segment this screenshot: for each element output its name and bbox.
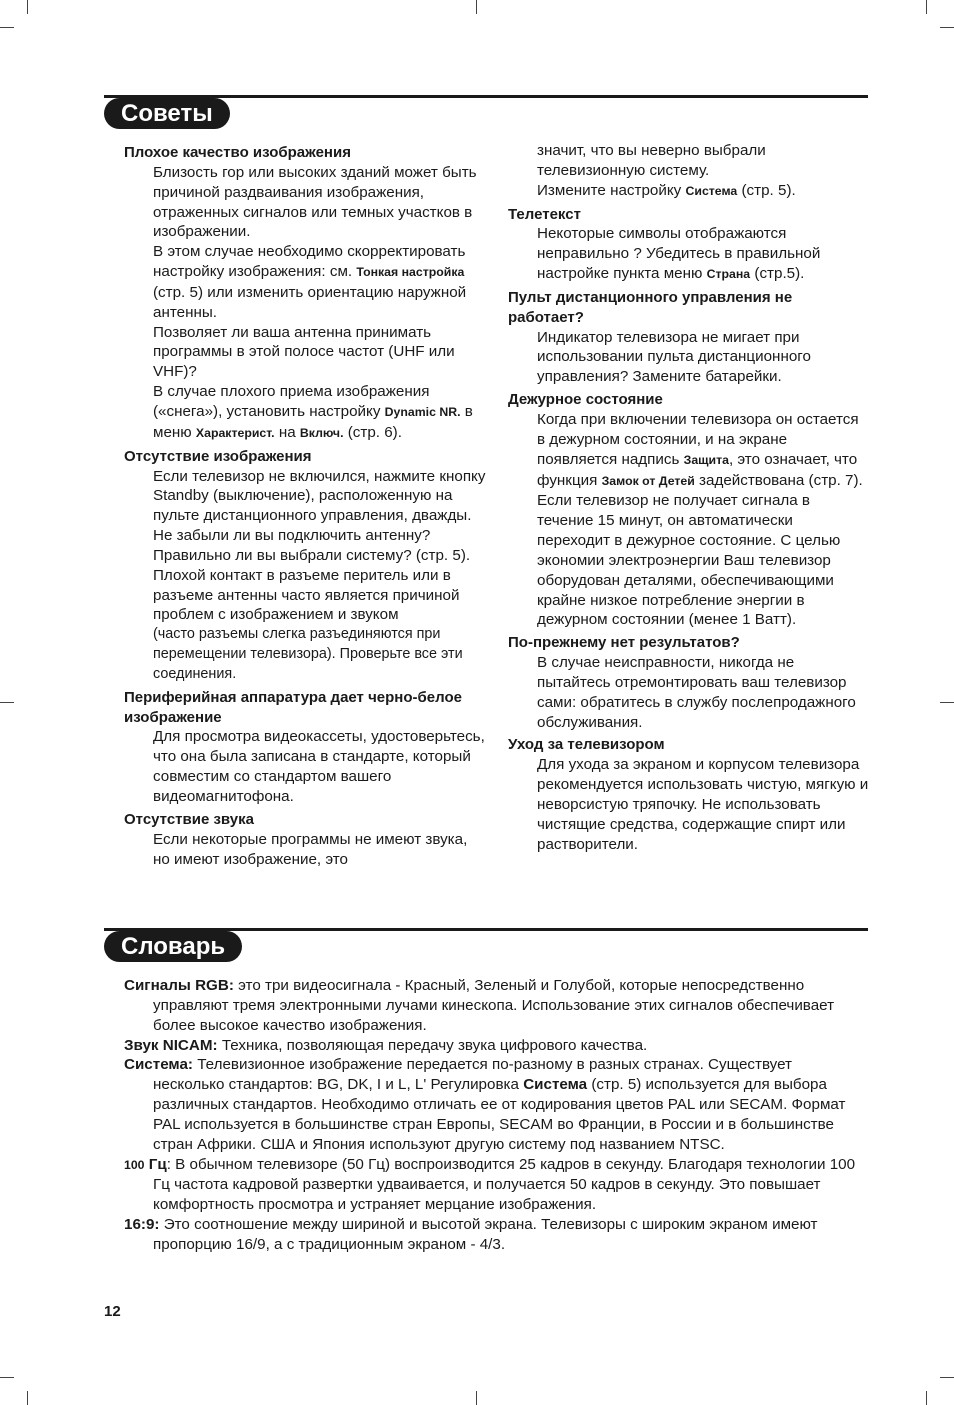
- crop-mark: [0, 702, 14, 703]
- crop-mark: [926, 1391, 927, 1405]
- tip-body: [537, 410, 870, 630]
- tip-text-part: Когда при включении телевизора он остается в дежурном состоянии, и на экране появляется надпись: [537, 410, 859, 468]
- tip-entry: [508, 288, 870, 387]
- glossary-term: Звук NICAM:: [124, 1036, 218, 1054]
- tip-entry: [508, 141, 870, 202]
- crop-mark: [940, 27, 954, 28]
- menu-reference: Защита: [683, 452, 729, 467]
- glossary-section-header: [104, 928, 868, 964]
- tip-text-part: , это означает, что функция: [537, 450, 858, 489]
- glossary-definition: (стр. 5) используется для выбора различных стандартов. Необходимо отличать ее от кодирования цветов PAL или SECAM. Формат PAL используется в большинстве стран Европы, SECAM во Франции, в России и в большинстве стран Африки. США и Япония используют другую систему под названием NTSC.: [153, 1076, 846, 1153]
- glossary-term-unit: Гц: [148, 1155, 167, 1173]
- glossary-term: 16:9:: [124, 1216, 160, 1234]
- tip-body: [153, 727, 486, 806]
- menu-reference: Тонкая настройка: [356, 265, 465, 280]
- tip-body: [537, 141, 870, 202]
- tip-body: [153, 830, 486, 870]
- tip-entry: [508, 390, 870, 630]
- tip-text: В случае неисправности, никогда не пытайтесь отремонтировать ваш телевизор сами: обратитесь в службу послепродажного обслуживания.: [537, 654, 856, 731]
- glossary-term: [124, 1156, 167, 1173]
- tip-entry: [508, 735, 870, 854]
- tip-text-part: (стр.5).: [754, 265, 805, 283]
- glossary-definition: : В обычном телевизоре (50 Гц) воспроизводится 25 кадров в секунду. Благодаря технологии 100 Гц частота кадровой развертки удваивается, и получается 50 кадров в секунду. Это повышает комфортность просмотра и устраняет мерцание изображения.: [153, 1155, 856, 1214]
- glossary-definition: Техника, позволяющая передачу звука цифрового качества.: [221, 1036, 648, 1054]
- tip-text: Близость гор или высоких зданий может быть причиной раздваивания изображения, отраженных сигналов или темных участков в изображении.: [153, 163, 477, 241]
- glossary-term: Система:: [124, 1056, 193, 1074]
- menu-reference: Характерист.: [195, 425, 275, 440]
- crop-mark: [0, 27, 14, 28]
- tip-text: Для ухода за экраном и корпусом телевизора рекомендуется использовать чистую, мягкую и неворсистую тряпочку. Не использовать чистящие средства, содержащие спирт или растворители.: [537, 756, 869, 853]
- crop-mark: [940, 1377, 954, 1378]
- tip-title: По-прежнему нет результатов?: [508, 634, 740, 652]
- menu-reference: Замок от Детей: [601, 473, 695, 488]
- tip-text: [153, 242, 486, 322]
- tip-title: Пульт дистанционного управления не работает?: [508, 288, 793, 326]
- tip-body: [537, 653, 870, 732]
- tip-body: [537, 328, 870, 388]
- tip-text-part: Некоторые символы отображаются неправильно ? Убедитесь в правильной настройке пункта меню: [537, 225, 821, 283]
- tip-text-part: Измените настройку: [537, 181, 682, 199]
- tip-entry: [124, 688, 486, 807]
- tip-text-part: в меню: [153, 402, 473, 441]
- menu-reference: Страна: [706, 267, 751, 282]
- glossary-definition: Телевизионное изображение передается по-разному в разных странах. Существует несколько стандартов: BG, DK, I и L, L' Регулировка: [153, 1056, 792, 1094]
- menu-reference: Dynamic NR.: [384, 404, 461, 419]
- glossary-term-number: 100: [124, 1157, 145, 1172]
- tip-text: Если телевизор не включился, нажмите кнопку Standby (выключение), расположенную на пульте дистанционного управления, дважды.: [153, 467, 486, 525]
- tip-body: [537, 224, 870, 285]
- tip-title: Плохое качество изображения: [124, 144, 351, 161]
- tip-text: [537, 224, 870, 285]
- crop-mark: [476, 1391, 477, 1405]
- tip-body: [537, 755, 870, 854]
- tip-text-part: (стр. 6).: [347, 423, 402, 441]
- tip-text: [537, 181, 870, 202]
- tip-text: [153, 382, 486, 444]
- glossary-item: [124, 1036, 864, 1056]
- tip-entry: [508, 633, 870, 732]
- glossary-item: [124, 976, 864, 1036]
- tip-text-part: В этом случае необходимо скорректировать настройку изображения: см.: [153, 243, 466, 281]
- glossary-item: [124, 1155, 864, 1216]
- menu-reference: Включ.: [299, 425, 344, 440]
- tip-entry: [124, 143, 486, 444]
- tip-title: Телетекст: [508, 205, 581, 223]
- tip-text: Если некоторые программы не имеют звука, но имеют изображение, это: [153, 830, 468, 868]
- menu-reference: Система: [523, 1076, 588, 1094]
- section-rule: [104, 95, 868, 98]
- tips-section-header: [104, 95, 868, 131]
- glossary-list: [124, 976, 864, 1255]
- tip-entry: [124, 810, 486, 870]
- tip-text-part: (стр. 5) или изменить ориентацию наружной антенны.: [153, 283, 467, 321]
- tip-entry: [124, 447, 486, 685]
- tip-title: Периферийная аппаратура дает черно-белое изображение: [124, 688, 462, 726]
- section-title: Советы: [104, 98, 230, 129]
- tip-body: [153, 467, 486, 685]
- section-title: Словарь: [104, 931, 242, 962]
- tip-body: [153, 163, 486, 444]
- tip-text: Правильно ли вы выбрали систему? (стр. 5).: [153, 546, 471, 564]
- crop-mark: [0, 1377, 14, 1378]
- glossary-definition: Это соотношение между шириной и высотой экрана. Телевизоры с широким экраном имеют пропорцию 16/9, а с традиционным экраном - 4/3.: [153, 1216, 818, 1253]
- glossary-term: Сигналы RGB:: [124, 977, 234, 994]
- tip-text: Индикатор телевизора не мигает при использовании пульта дистанционного управления? Замените батарейки.: [537, 328, 811, 386]
- crop-mark: [926, 0, 927, 14]
- tip-text: Для просмотра видеокассеты, удостоверьтесь, что она была записана в стандарте, который совместим со стандартом вашего видеомагнитофона.: [153, 728, 485, 805]
- tip-text: [537, 410, 870, 630]
- tip-text: Плохой контакт в разъеме перитель или в разъеме антенны часто является причиной проблем с изображением и звуком: [153, 566, 460, 624]
- tip-text-part: (стр. 5).: [741, 181, 796, 199]
- glossary-item: [124, 1055, 864, 1154]
- tip-text-part: В случае плохого приема изображения («снега»), установить настройку: [153, 383, 430, 420]
- tip-text: значит, что вы неверно выбрали телевизионную систему.: [537, 142, 766, 179]
- crop-mark: [27, 1391, 28, 1405]
- crop-mark: [940, 702, 954, 703]
- menu-reference: Система: [685, 183, 738, 198]
- tip-text: Позволяет ли ваша антенна принимать программы в этой полосе частот (UHF или VHF)?: [153, 323, 455, 381]
- tip-title: Отсутствие звука: [124, 810, 254, 828]
- tip-title: Отсутствие изображения: [124, 447, 312, 465]
- tip-text-part: на: [278, 423, 296, 441]
- tip-text-part: задействована (стр. 7). Если телевизор не получает сигнала в течение 15 минут, он автоматически переходит в дежурное состояние. С целью экономии электроэнергии Ваш телевизор оборудован деталями, обеспечивающими крайне низкое потребление энергии в дежурном состоянии (менее 1 Ватт).: [537, 471, 863, 629]
- crop-mark: [27, 0, 28, 14]
- glossary-item: [124, 1215, 864, 1255]
- tip-entry: [508, 205, 870, 285]
- tip-text: Не забыли ли вы подключить антенну?: [153, 527, 431, 545]
- tip-title: Уход за телевизором: [508, 736, 665, 754]
- crop-mark: [476, 0, 477, 14]
- tips-right-column: [508, 141, 870, 858]
- tip-title: Дежурное состояние: [508, 391, 663, 409]
- tips-left-column: [124, 143, 486, 872]
- tip-text: (часто разъемы слегка разъединяются при перемещении телевизора). Проверьте все эти соединения.: [153, 626, 463, 682]
- glossary-definition: это три видеосигнала - Красный, Зеленый и Голубой, которые непосредственно управляют тремя электронными лучами кинескопа. Использование этих сигналов обеспечивает более высокое качество изображения.: [153, 977, 835, 1034]
- page-number: 12: [104, 1303, 121, 1320]
